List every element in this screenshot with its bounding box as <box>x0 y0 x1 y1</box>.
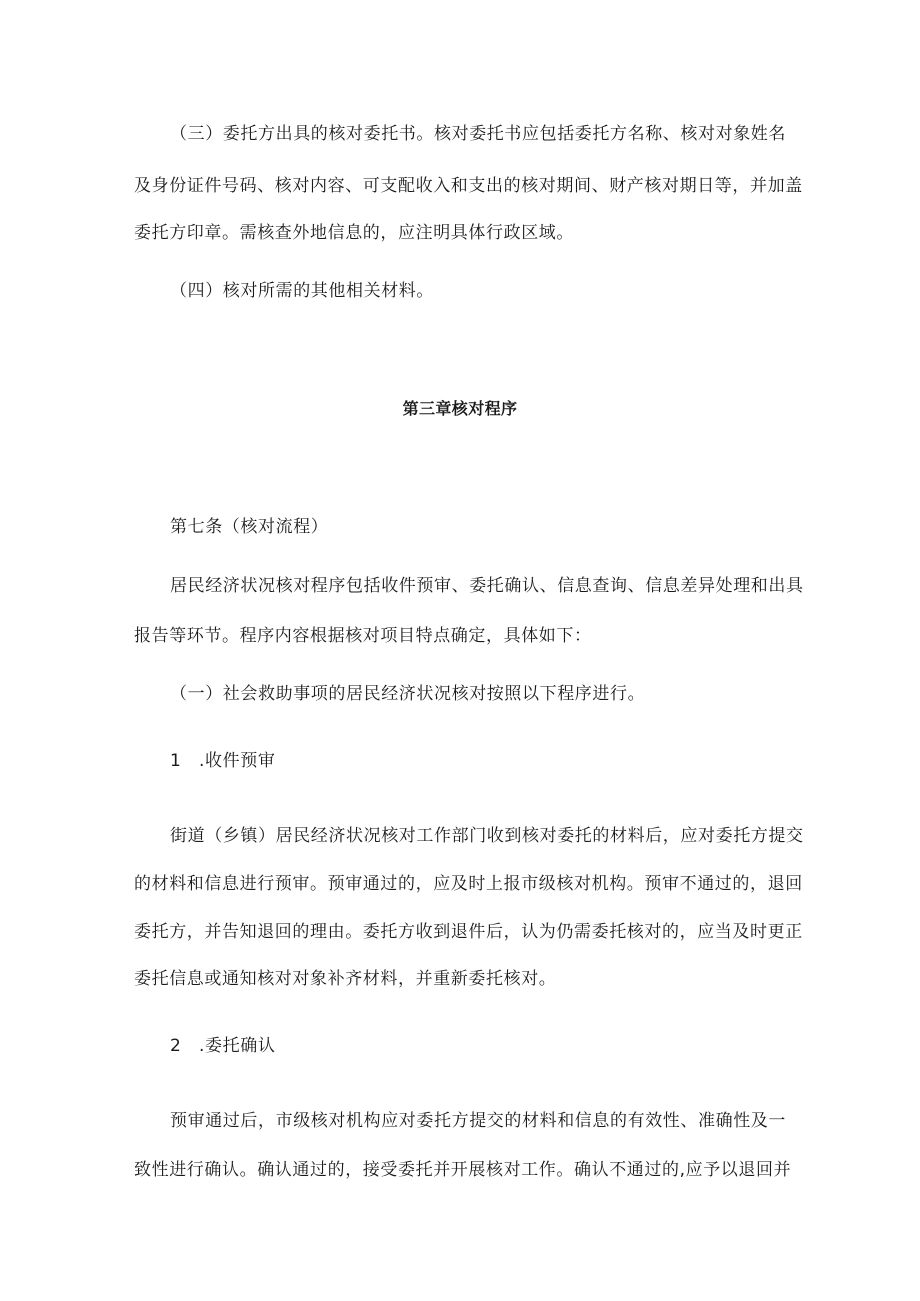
step-1-title: 1 .收件预审 <box>170 751 276 771</box>
article-7-title: 第七条（核对流程） <box>170 517 329 537</box>
step-1-body-line-1: 街道（乡镇）居民经济状况核对工作部门收到核对委托的材料后，应对委托方提交 <box>170 826 804 846</box>
step-1-body-line-3: 委托方，并告知退回的理由。委托方收到退件后，认为仍需委托核对的，应当及时更正 <box>134 922 803 942</box>
chapter-title: 第三章核对程序 <box>402 399 518 418</box>
item-3-line-3: 委托方印章。需核查外地信息的，应注明具体行政区域。 <box>134 223 574 243</box>
article-7-intro-line-1: 居民经济状况核对程序包括收件预审、委托确认、信息查询、信息差异处理和出具 <box>170 576 804 596</box>
item-3-line-2: 及身份证件号码、核对内容、可支配收入和支出的核对期间、财产核对期日等，并加盖 <box>134 176 803 196</box>
sub-item-1: （一）社会救助事项的居民经济状况核对按照以下程序进行。 <box>170 684 646 704</box>
step-2-body-line-2: 致性进行确认。确认通过的，接受委托并开展核对工作。确认不通过的,应予以退回并 <box>134 1160 792 1180</box>
step-2-body-line-1: 预审通过后，市级核对机构应对委托方提交的材料和信息的有效性、准确性及一 <box>170 1111 786 1131</box>
article-7-intro-line-2: 报告等环节。程序内容根据核对项目特点确定，具体如下： <box>134 626 592 646</box>
step-1-body-line-4: 委托信息或通知核对对象补齐材料，并重新委托核对。 <box>134 969 557 989</box>
step-1-body-line-2: 的材料和信息进行预审。预审通过的，应及时上报市级核对机构。预审不通过的，退回 <box>134 874 803 894</box>
step-2-title: 2 .委托确认 <box>170 1036 276 1056</box>
item-3-line-1: （三）委托方出具的核对委托书。核对委托书应包括委托方名称、核对对象姓名 <box>170 124 786 144</box>
item-4: （四）核对所需的其他相关材料。 <box>170 281 434 301</box>
